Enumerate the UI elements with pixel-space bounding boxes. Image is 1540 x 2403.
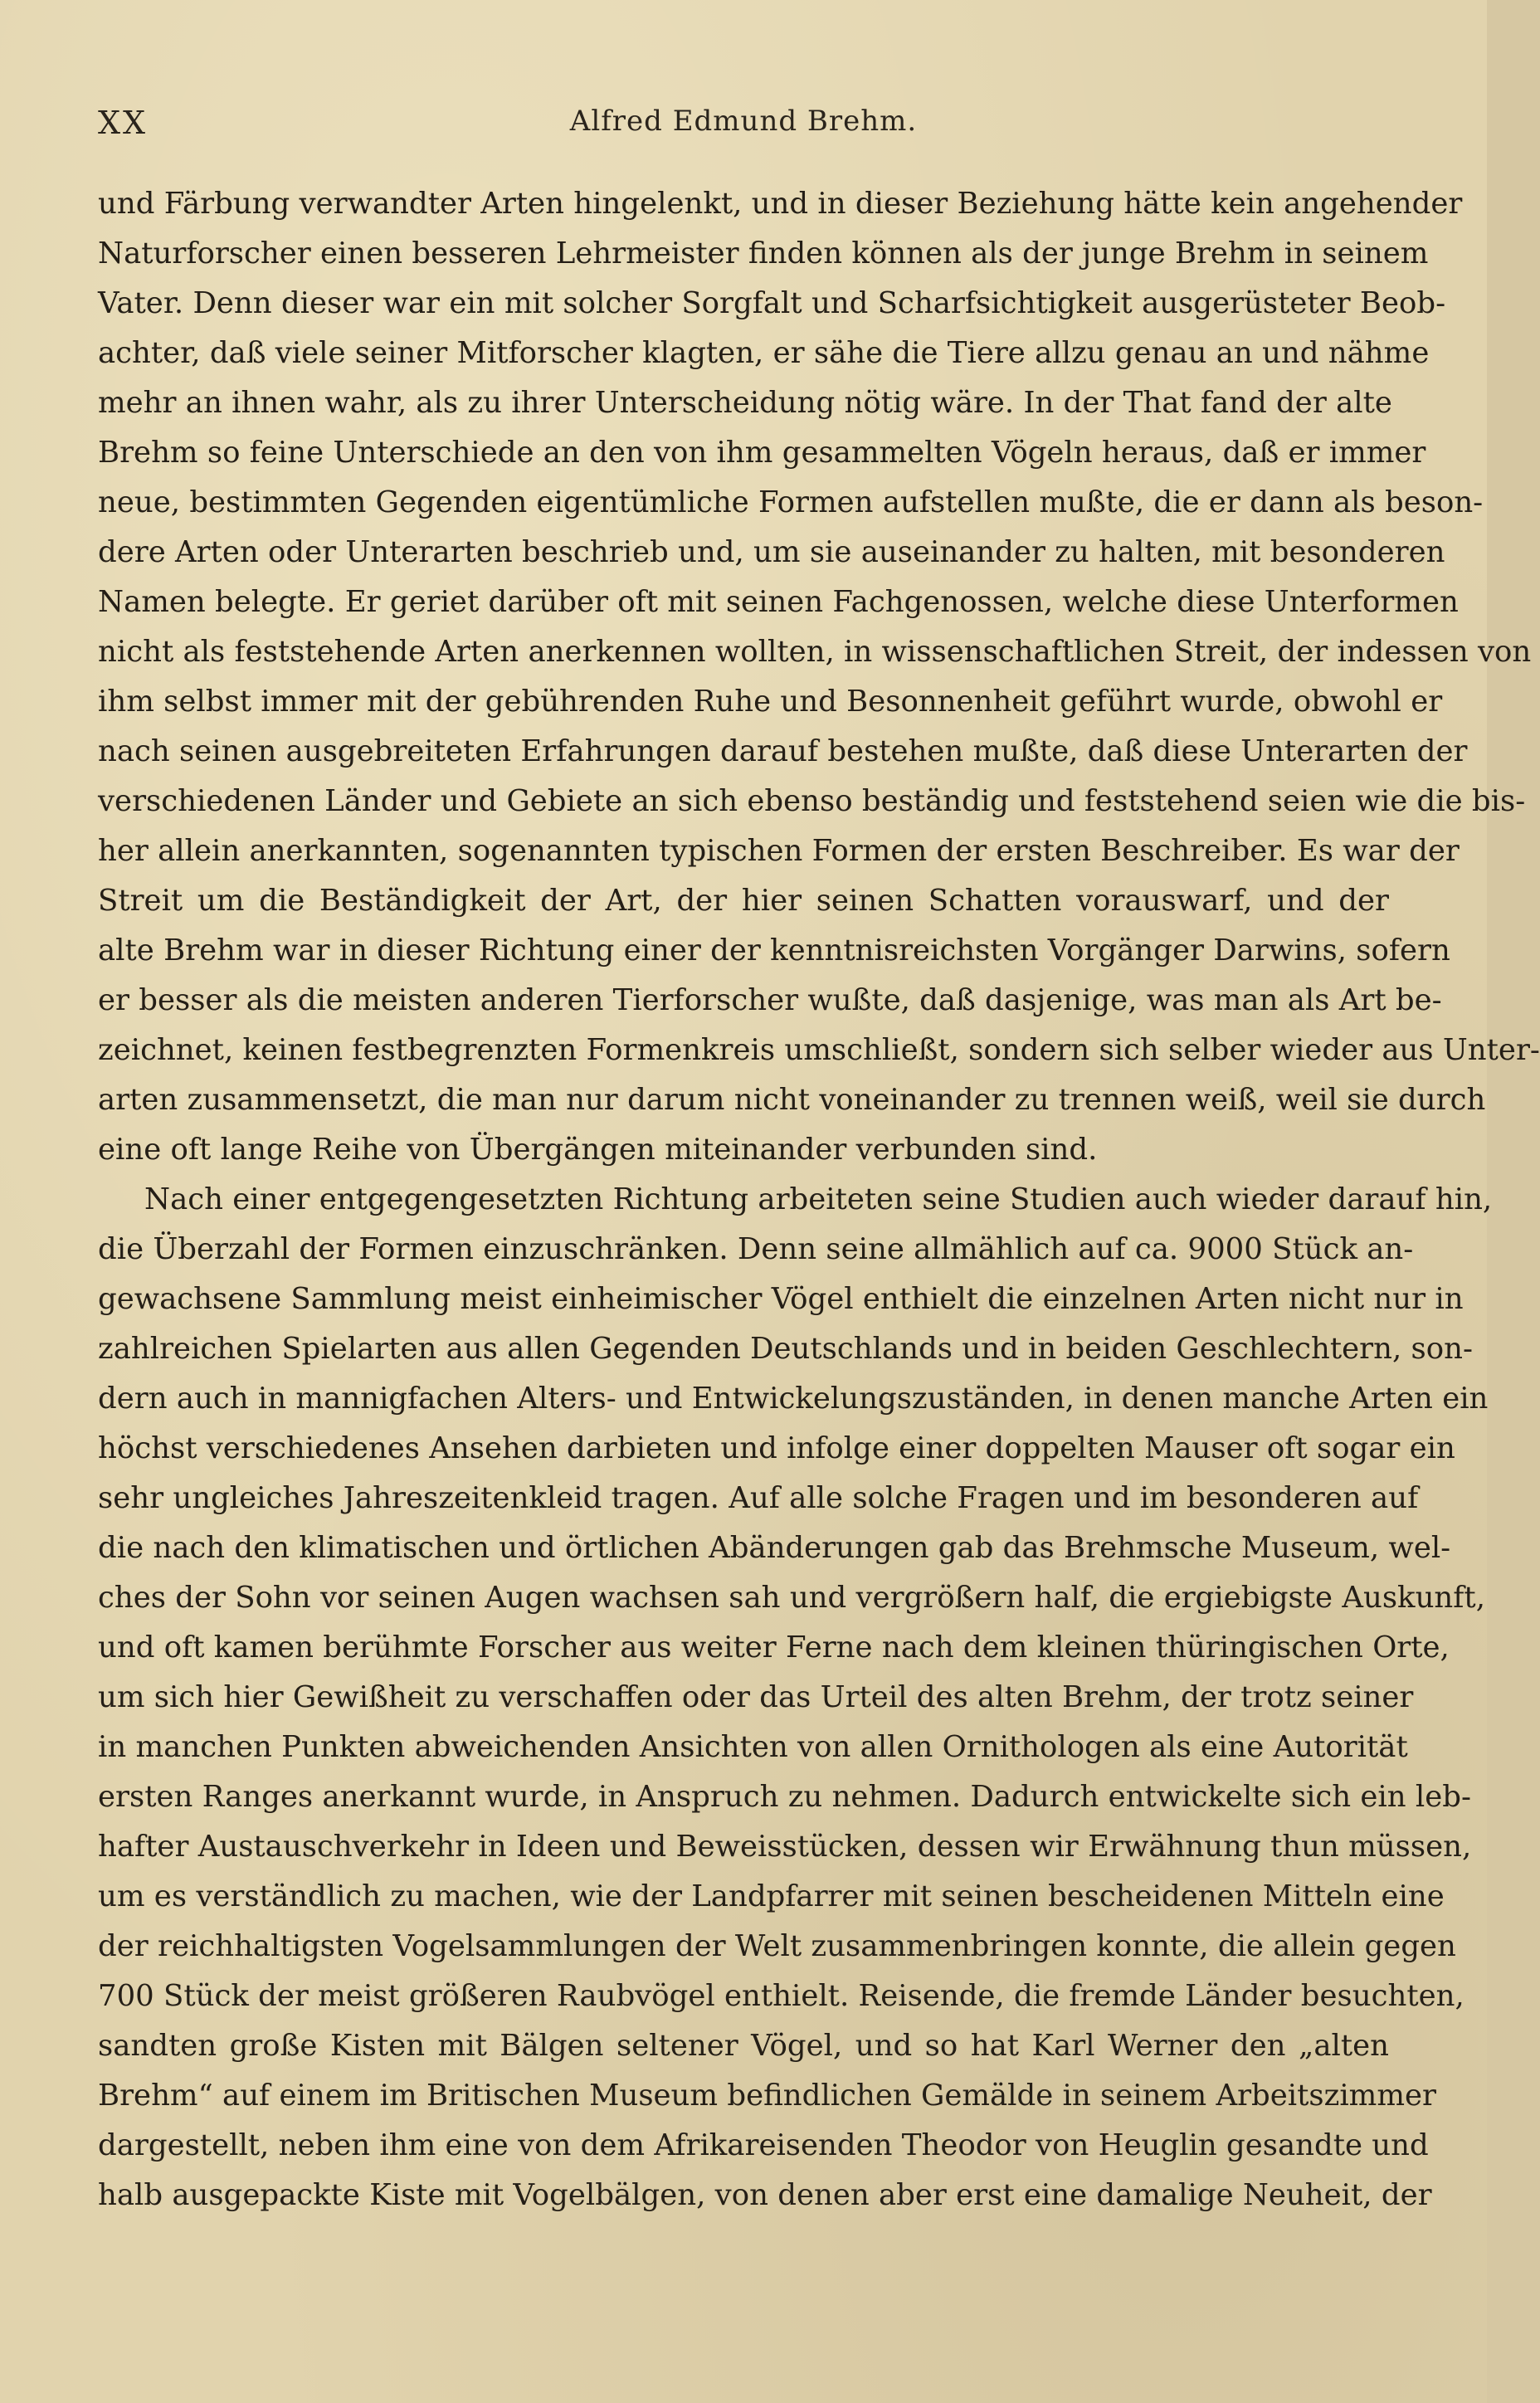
text-line: Namen belegte. Er geriet darüber oft mit seinen Fachgenossen, welche diese Unterformen: [98, 585, 1459, 619]
text-line: halb ausgepackte Kiste mit Vogelbälgen, von denen aber erst eine damalige Neuheit, der: [98, 2178, 1432, 2212]
text-line: zahlreichen Spielarten aus allen Gegenden Deutschlands und in beiden Geschlechtern, son-: [98, 1332, 1473, 1366]
text-line: Naturforscher einen besseren Lehrmeister finden können als der junge Brehm in seinem: [98, 236, 1429, 271]
text-line: nicht als feststehende Arten anerkennen wollten, in wissenschaftlichen Streit, der indessen von: [98, 635, 1532, 669]
text-line: Brehm so feine Unterschiede an den von ihm gesammelten Vögeln heraus, daß er immer: [98, 436, 1426, 470]
paragraph: [98, 179, 1540, 1175]
text-line: gewachsene Sammlung meist einheimischer Vögel enthielt die einzelnen Arten nicht nur in: [98, 1282, 1464, 1316]
text-line: dern auch in mannigfachen Alters- und Entwickelungszuständen, in denen manche Arten ein: [98, 1382, 1489, 1416]
page-number: XX: [98, 105, 149, 141]
text-line: ches der Sohn vor seinen Augen wachsen sah und vergrößern half, die ergiebigste Auskunft,: [98, 1581, 1485, 1615]
text-line: ihm selbst immer mit der gebührenden Ruhe und Besonnenheit geführt wurde, obwohl er: [98, 685, 1443, 719]
text-line: her allein anerkannten, sogenannten typischen Formen der ersten Beschreiber. Es war der: [98, 834, 1460, 868]
text-line: Brehm“ auf einem im Britischen Museum befindlichen Gemälde in seinem Arbeitszimmer: [98, 2079, 1436, 2113]
text-line: er besser als die meisten anderen Tierforscher wußte, daß dasjenige, was man als Art be-: [98, 983, 1442, 1017]
text-line: um sich hier Gewißheit zu verschaffen oder das Urteil des alten Brehm, der trotz seiner: [98, 1680, 1414, 1714]
text-line: höchst verschiedenes Ansehen darbieten und infolge einer doppelten Mauser oft sogar ein: [98, 1431, 1455, 1465]
text-line: dargestellt, neben ihm eine von dem Afrikareisenden Theodor von Heuglin gesandte und: [98, 2128, 1429, 2162]
text-line: verschiedenen Länder und Gebiete an sich ebenso beständig und feststehend seien wie die bis-: [98, 784, 1526, 818]
text-line: zeichnet, keinen festbegrenzten Formenkreis umschließt, sondern sich selber wieder aus Unter-: [98, 1033, 1540, 1067]
text-line: neue, bestimmten Gegenden eigentümliche Formen aufstellen mußte, die er dann als beson-: [98, 485, 1484, 519]
text-line: in manchen Punkten abweichenden Ansichten von allen Ornithologen als eine Autorität: [98, 1730, 1408, 1764]
running-head: Alfred Edmund Brehm.: [569, 105, 918, 138]
body-text: [98, 179, 1540, 2220]
text-line: sehr ungleiches Jahreszeitenkleid tragen. Auf alle solche Fragen und im besonderen auf: [98, 1481, 1419, 1515]
text-line: und oft kamen berühmte Forscher aus weiter Ferne nach dem kleinen thüringischen Orte,: [98, 1630, 1450, 1665]
text-line: Streit um die Beständigkeit der Art, der hier seinen Schatten vorauswarf, und der: [98, 884, 1389, 918]
text-line: eine oft lange Reihe von Übergängen miteinander verbunden sind.: [98, 1133, 1098, 1167]
text-line: die nach den klimatischen und örtlichen Abänderungen gab das Brehmsche Museum, wel-: [98, 1531, 1451, 1565]
text-line: alte Brehm war in dieser Richtung einer der kenntnisreichsten Vorgänger Darwins, sofern: [98, 933, 1450, 968]
text-line: die Überzahl der Formen einzuschränken. Denn seine allmählich auf ca. 9000 Stück an-: [98, 1232, 1414, 1266]
text-line: um es verständlich zu machen, wie der Landpfarrer mit seinen bescheidenen Mitteln eine: [98, 1879, 1445, 1913]
text-line: mehr an ihnen wahr, als zu ihrer Unterscheidung nötig wäre. In der That fand der alte: [98, 386, 1392, 420]
text-line: achter, daß viele seiner Mitforscher klagten, er sähe die Tiere allzu genau an und nähme: [98, 336, 1430, 370]
paragraph: [98, 1175, 1493, 2220]
text-line: arten zusammensetzt, die man nur darum nicht voneinander zu trennen weiß, weil sie durch: [98, 1083, 1486, 1117]
text-line: hafter Austauschverkehr in Ideen und Beweisstücken, dessen wir Erwähnung thun müssen,: [98, 1830, 1472, 1864]
text-line: ersten Ranges anerkannt wurde, in Anspruch zu nehmen. Dadurch entwickelte sich ein leb-: [98, 1780, 1472, 1814]
text-line: 700 Stück der meist größeren Raubvögel enthielt. Reisende, die fremde Länder besuchten,: [98, 1979, 1464, 2013]
text-line: dere Arten oder Unterarten beschrieb und, um sie auseinander zu halten, mit besonderen: [98, 535, 1445, 569]
text-line: nach seinen ausgebreiteten Erfahrungen darauf bestehen mußte, daß diese Unterarten der: [98, 734, 1468, 768]
text-line: sandten große Kisten mit Bälgen seltener Vögel, und so hat Karl Werner den „alten: [98, 2029, 1389, 2063]
page-header: [98, 105, 1389, 154]
text-line: Nach einer entgegengesetzten Richtung arbeiteten seine Studien auch wieder darauf hin,: [144, 1182, 1493, 1216]
text-line: und Färbung verwandter Arten hingelenkt, und in dieser Beziehung hätte kein angehender: [98, 187, 1463, 221]
text-line: der reichhaltigsten Vogelsammlungen der Welt zusammenbringen konnte, die allein gegen: [98, 1929, 1456, 1963]
text-line: Vater. Denn dieser war ein mit solcher Sorgfalt und Scharfsichtigkeit ausgerüsteter Beob-: [98, 286, 1446, 320]
